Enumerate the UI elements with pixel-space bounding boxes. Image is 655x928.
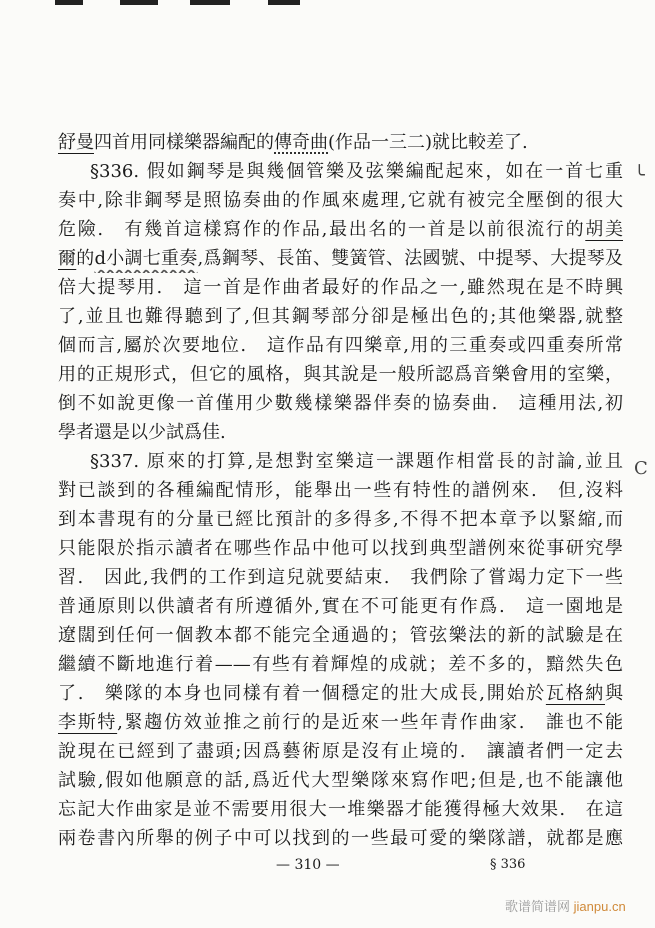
text-line xyxy=(58,186,623,215)
text-segment: §337. 原來的打算,是想對室樂這一課題作相當長的討論,並且 xyxy=(90,451,623,472)
text-segment: 個而言,屬於次要地位. 這作品有四樂章,用的三重奏或四重奏所常 xyxy=(58,335,623,356)
text-segment: 普通原則以供讀者有所遵循外,實在不可能更有作爲. 這一園地是 xyxy=(58,596,623,617)
text-line xyxy=(58,505,623,534)
scan-edge-mark xyxy=(120,0,158,5)
text-segment: 忘記大作曲家是並不需要用很大一堆樂器才能獲得極大效果. 在這 xyxy=(58,799,623,820)
underlined-term: 瓦格納 xyxy=(545,683,606,704)
text-segment: 倒不如說更像一首僅用少數幾樣樂器伴奏的協奏曲. 這種用法,初 xyxy=(58,393,623,414)
underlined-term: 胡美 xyxy=(585,219,623,240)
text-line xyxy=(58,737,623,766)
text-segment: 奏中,除非鋼琴是照協奏曲的作風來處理,它就有被完全壓倒的很大 xyxy=(58,190,623,211)
text-line xyxy=(58,389,623,418)
margin-mark: C xyxy=(634,458,648,479)
text-segment: ,緊趨仿效並推之前行的是近來一些年青作曲家. 誰也不能 xyxy=(117,712,623,733)
text-line xyxy=(58,621,623,650)
text-segment: 習. 因此,我們的工作到這兒就要結束. 我們除了嘗竭力定下一些 xyxy=(58,567,623,588)
underlined-term: d小調七重奏 xyxy=(94,248,198,269)
text-line xyxy=(58,128,623,157)
text-segment: 用的正規形式，但它的風格，與其說是一般所認爲音樂會用的室樂， xyxy=(58,364,623,385)
text-segment: 說現在已經到了盡頭;因爲藝術原是沒有止境的. 讓讀者們一定去 xyxy=(58,741,623,762)
text-line xyxy=(58,447,623,476)
text-segment: 繼續不斷地進行着——有些有着輝煌的成就；差不多的，黯然失色 xyxy=(58,654,623,675)
text-segment: 與 xyxy=(605,683,623,704)
text-line xyxy=(58,273,623,302)
text-segment: 試驗,假如他願意的話,爲近代大型樂隊來寫作吧;但是,也不能讓他 xyxy=(58,770,623,791)
text-segment: 學者還是以少試爲佳. xyxy=(58,422,226,443)
text-segment: 危險. 有幾首這樣寫作的作品,最出名的一首是以前很流行的 xyxy=(58,219,586,240)
text-line xyxy=(58,534,623,563)
text-line xyxy=(58,679,623,708)
text-line xyxy=(58,795,623,824)
underlined-term: 傳奇曲 xyxy=(274,132,328,153)
text-line xyxy=(58,157,623,186)
text-segment: ,爲鋼琴、長笛、雙簧管、法國號、中提琴、大提琴及 xyxy=(197,248,623,269)
section-reference: § 336 xyxy=(490,857,526,872)
text-line xyxy=(58,766,623,795)
text-segment: 了. 樂隊的本身也同樣有着一個穩定的壯大成長,開始於 xyxy=(58,683,546,704)
text-segment: 的 xyxy=(76,248,95,269)
text-line xyxy=(58,476,623,505)
text-segment: 只能限於指示讀者在哪些作品中他可以找到典型譜例來從事研究學 xyxy=(58,538,623,559)
text-segment: 到本書現有的分量已經比預計的多得多,不得不把本章予以緊縮,而 xyxy=(58,509,623,530)
margin-mark: ╰ xyxy=(634,165,645,186)
text-line xyxy=(58,592,623,621)
text-line xyxy=(58,650,623,679)
text-segment: 兩卷書內所舉的例子中可以找到的一些最可愛的樂隊譜，就都是應 xyxy=(58,828,623,849)
text-line xyxy=(58,824,623,853)
text-line xyxy=(58,302,623,331)
watermark xyxy=(505,896,626,915)
underlined-term: 爾 xyxy=(58,248,77,269)
underlined-term: 李斯特 xyxy=(58,712,118,733)
text-segment: 遼闊到任何一個教本都不能完全通過的；管弦樂法的新的試驗是在 xyxy=(58,625,623,646)
text-line xyxy=(58,708,623,737)
text-line xyxy=(58,563,623,592)
scan-edge-mark xyxy=(55,0,83,5)
text-line xyxy=(58,418,623,447)
text-line xyxy=(58,331,623,360)
text-line xyxy=(58,244,623,273)
watermark-cn: 歌谱简谱网 xyxy=(505,899,571,914)
scan-edge-mark xyxy=(268,0,300,5)
scan-edge-mark xyxy=(190,0,230,5)
text-segment: 倍大提琴用. 這一首是作曲者最好的作品之一,雖然現在是不時興 xyxy=(58,277,623,298)
text-segment: 了,並且也難得聽到了,但其鋼琴部分卻是極出色的;其他樂器,就整 xyxy=(58,306,623,327)
text-segment: 對已談到的各種編配情形，能舉出一些有特性的譜例來. 但,沒料 xyxy=(58,480,623,501)
underlined-term: 舒曼 xyxy=(58,132,94,153)
text-segment: 四首用同樣樂器編配的 xyxy=(94,132,274,153)
page-number: — 310 — xyxy=(276,857,340,873)
text-segment: (作品一三二)就比較差了. xyxy=(328,132,528,153)
page-body-text xyxy=(58,128,623,853)
text-line xyxy=(58,360,623,389)
text-segment: §336. 假如鋼琴是與幾個管樂及弦樂編配起來，如在一首七重 xyxy=(90,161,623,182)
watermark-en: jianpu.cn xyxy=(573,899,626,914)
text-line xyxy=(58,215,623,244)
